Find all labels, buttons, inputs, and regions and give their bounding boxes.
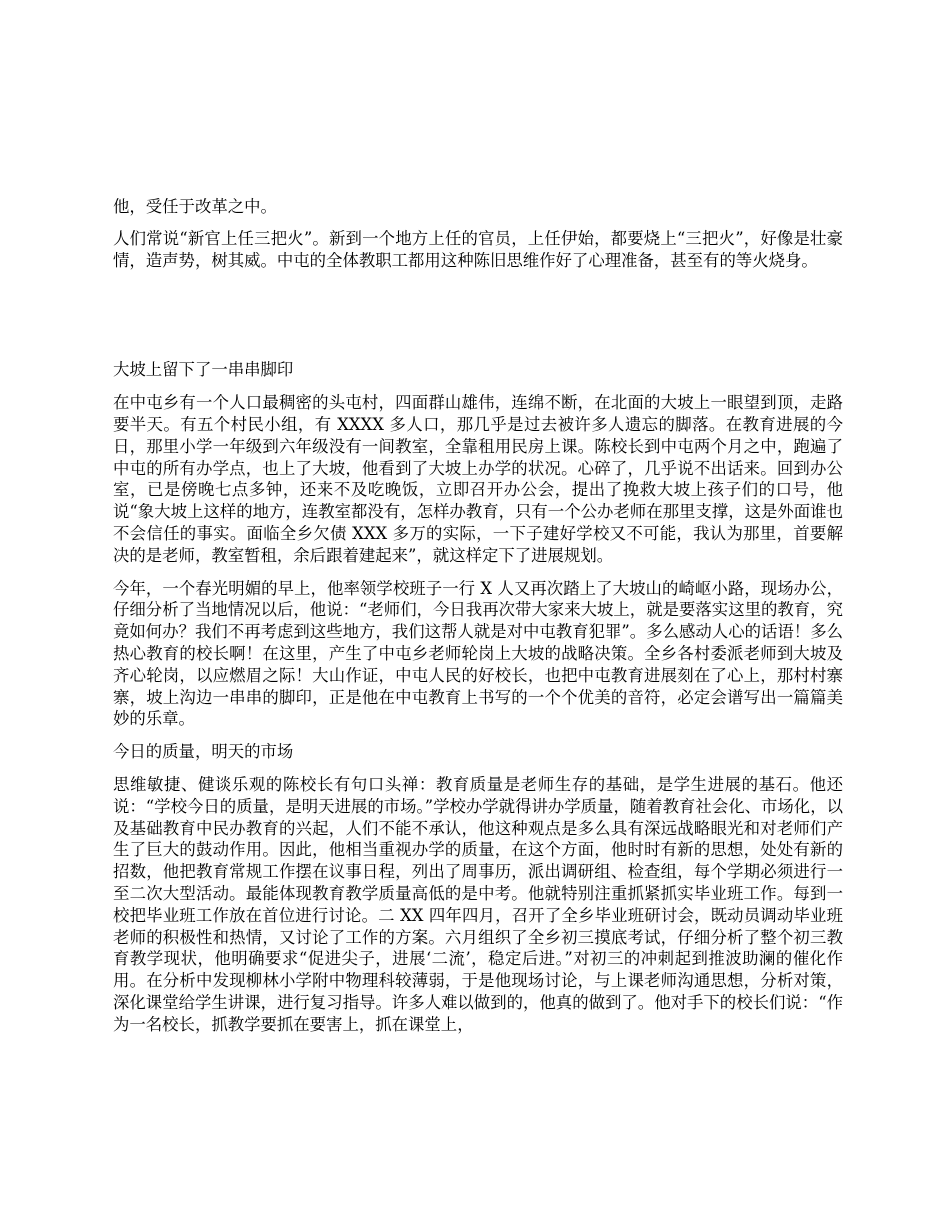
section-heading-footprints: 大坡上留下了一串串脚印 — [113, 360, 294, 380]
paragraph-intro: 他，受任于改革之中。 — [113, 197, 277, 216]
paragraph-toutun-village: 在中屯乡有一个人口最稠密的头屯村，四面群山雄伟，连绵不断，在北面的大坡上一眼望到顶，走路要半天。有五个村民小组，有 XXXX 多人口，那几乎是过去被许多人遗忘的脚落。在教育进展的今日，那里小学一年级到六年级没有一间教室，全靠租用民房上课。陈校长到中屯两个月之中，跑遍了中屯的所有办学点，也上了大坡，他看到了大坡上办学的状况。心碎了，几乎说不出话来。回到办公室，已是傍晚七点多钟，还来不及吃晚饭，立即召开办公会，提出了挽救大坡上孩子们的口号，他说“象大坡上这样的地方，连教室都没有，怎样办教育，只有一个公办老师在那里支撑，这是外面谁也不会信任的事实。面临全乡欠债 XXX 多万的实际，一下子建好学校又不可能，我认为那里，首要解决的是老师，教室暂租，余后跟着建起来”，就这样定下了进展规划。 — [113, 393, 843, 565]
section-heading-quality: 今日的质量，明天的市场 — [113, 742, 294, 762]
paragraph-spring-visit: 今年，一个春光明媚的早上，他率领学校班子一行 X 人又再次踏上了大坡山的崎岖小路，现场办公，仔细分析了当地情况以后，他说：“老师们，今日我再次带大家来大坡上，就是要落实这里的教育，究竟如何办？我们不再考虑到这些地方，我们这帮人就是对中屯教育犯罪”。多么感动人心的话语！多么热心教育的校长啊！在这里，产生了中屯乡老师轮岗上大坡的战略决策。全乡各村委派老师到大坡及齐心轮岗，以应燃眉之际！大山作证，中屯人民的好校长，也把中屯教育进展刻在了心上，那村村寨寨，坡上沟边一串串的脚印，正是他在中屯教育上书写的一个个优美的音符，必定会谱写出一篇篇美妙的乐章。 — [113, 578, 843, 729]
paragraph-three-fires: 人们常说“新官上任三把火”。新到一个地方上任的官员，上任伊始，都要烧上“三把火”，好像是壮豪情，造声势，树其威。中屯的全体教职工都用这种陈旧思维作好了心理准备，甚至有的等火烧身。 — [113, 228, 843, 270]
document-body — [113, 196, 843, 1036]
paragraph-quality: 思维敏捷、健谈乐观的陈校长有句口头禅：教育质量是老师生存的基础，是学生进展的基石。他还说：“学校今日的质量，是明天进展的市场。”学校办学就得讲办学质量，随着教育社会化、市场化，以及基础教育中民办教育的兴起，人们不能不承认，他这种观点是多么具有深远战略眼光和对老师们产生了巨大的鼓动作用。因此，他相当重视办学的质量，在这个方面，他时时有新的思想，处处有新的招数，他把教育常规工作摆在议事日程，列出了周事历，派出调研组、检查组，每个学期必须进行一至二次大型活动。最能体现教育教学质量高低的是中考。他就特别注重抓紧抓实毕业班工作。每到一校把毕业班工作放在首位进行讨论。二 XX 四年四月，召开了全乡毕业班研讨会，既动员调动毕业班老师的积极性和热情，又讨论了工作的方案。六月组织了全乡初三摸底考试，仔细分析了整个初三教育教学现状，他明确要求“促进尖子，进展‘二流’，稳定后进。”对初三的冲刺起到推波助澜的催化作用。在分析中发现柳林小学附中物理科较薄弱，于是他现场讨论，与上课老师沟通思想，分析对策，深化课堂给学生讲课，进行复习指导。许多人难以做到的，他真的做到了。他对手下的校长们说：“作为一名校长，抓教学要抓在要害上，抓在课堂上， — [113, 774, 843, 1034]
